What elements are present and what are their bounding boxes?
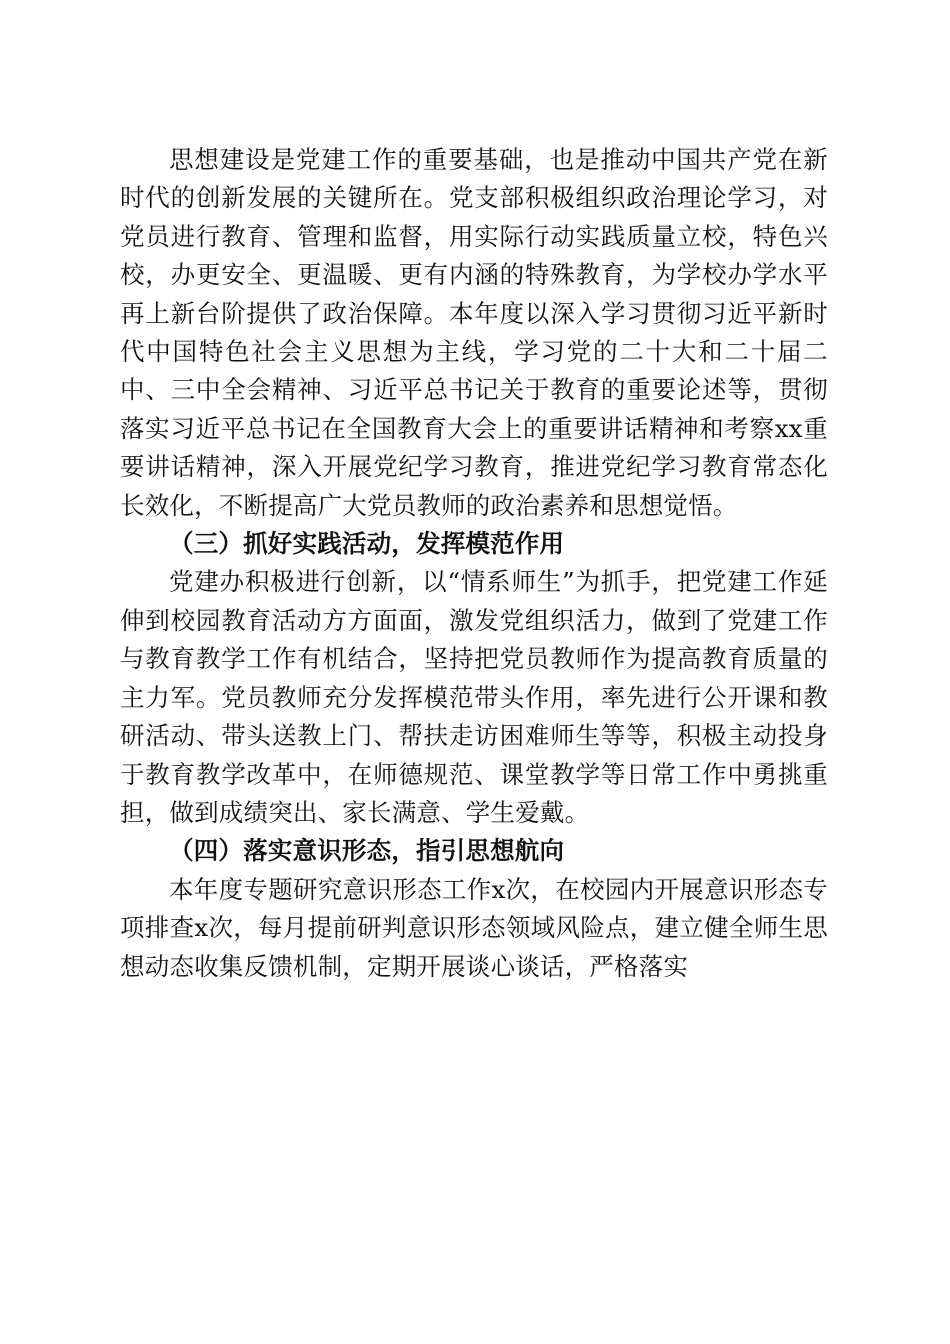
paragraph-ideology: 本年度专题研究意识形态工作x次，在校园内开展意识形态专项排查x次，每月提前研判意识形态领域风险点，建立健全师生思想动态收集反馈机制，定期开展谈心谈话，严格落实 — [120, 874, 828, 981]
paragraph-practice-activities: 党建办积极进行创新，以“情系师生”为抓手，把党建工作延伸到校园教育活动方方面面，激发党组织活力，做到了党建工作与教育教学工作有机结合，坚持把党员教师作为提高教育质量的主力军。党员教师充分发挥模范带头作用，率先进行公开课和教研活动、带头送教上门、帮扶走访困难师生等等，积极主动投身于教育教学改革中，在师德规范、课堂教学等日常工作中勇挑重担，做到成绩突出、家长满意、学生爱戴。 — [120, 567, 828, 827]
section-heading-practice-activities: （三）抓好实践活动，发挥模范作用 — [169, 529, 565, 559]
document-body — [120, 141, 828, 986]
paragraph-ideological-building: 思想建设是党建工作的重要基础，也是推动中国共产党在新时代的创新发展的关键所在。党支部积极组织政治理论学习，对党员进行教育、管理和监督，用实际行动实践质量立校，特色兴校，办更安全、更温暖、更有内涵的特殊教育，为学校办学水平再上新台阶提供了政治保障。本年度以深入学习贯彻习近平新时代中国特色社会主义思想为主线，学习党的二十大和二十届二中、三中全会精神、习近平总书记关于教育的重要论述等，贯彻落实习近平总书记在全国教育大会上的重要讲话精神和考察xx重要讲话精神，深入开展党纪学习教育，推进党纪学习教育常态化长效化，不断提高广大党员教师的政治素养和思想觉悟。 — [120, 145, 828, 520]
section-heading-ideology: （四）落实意识形态，指引思想航向 — [169, 836, 565, 866]
